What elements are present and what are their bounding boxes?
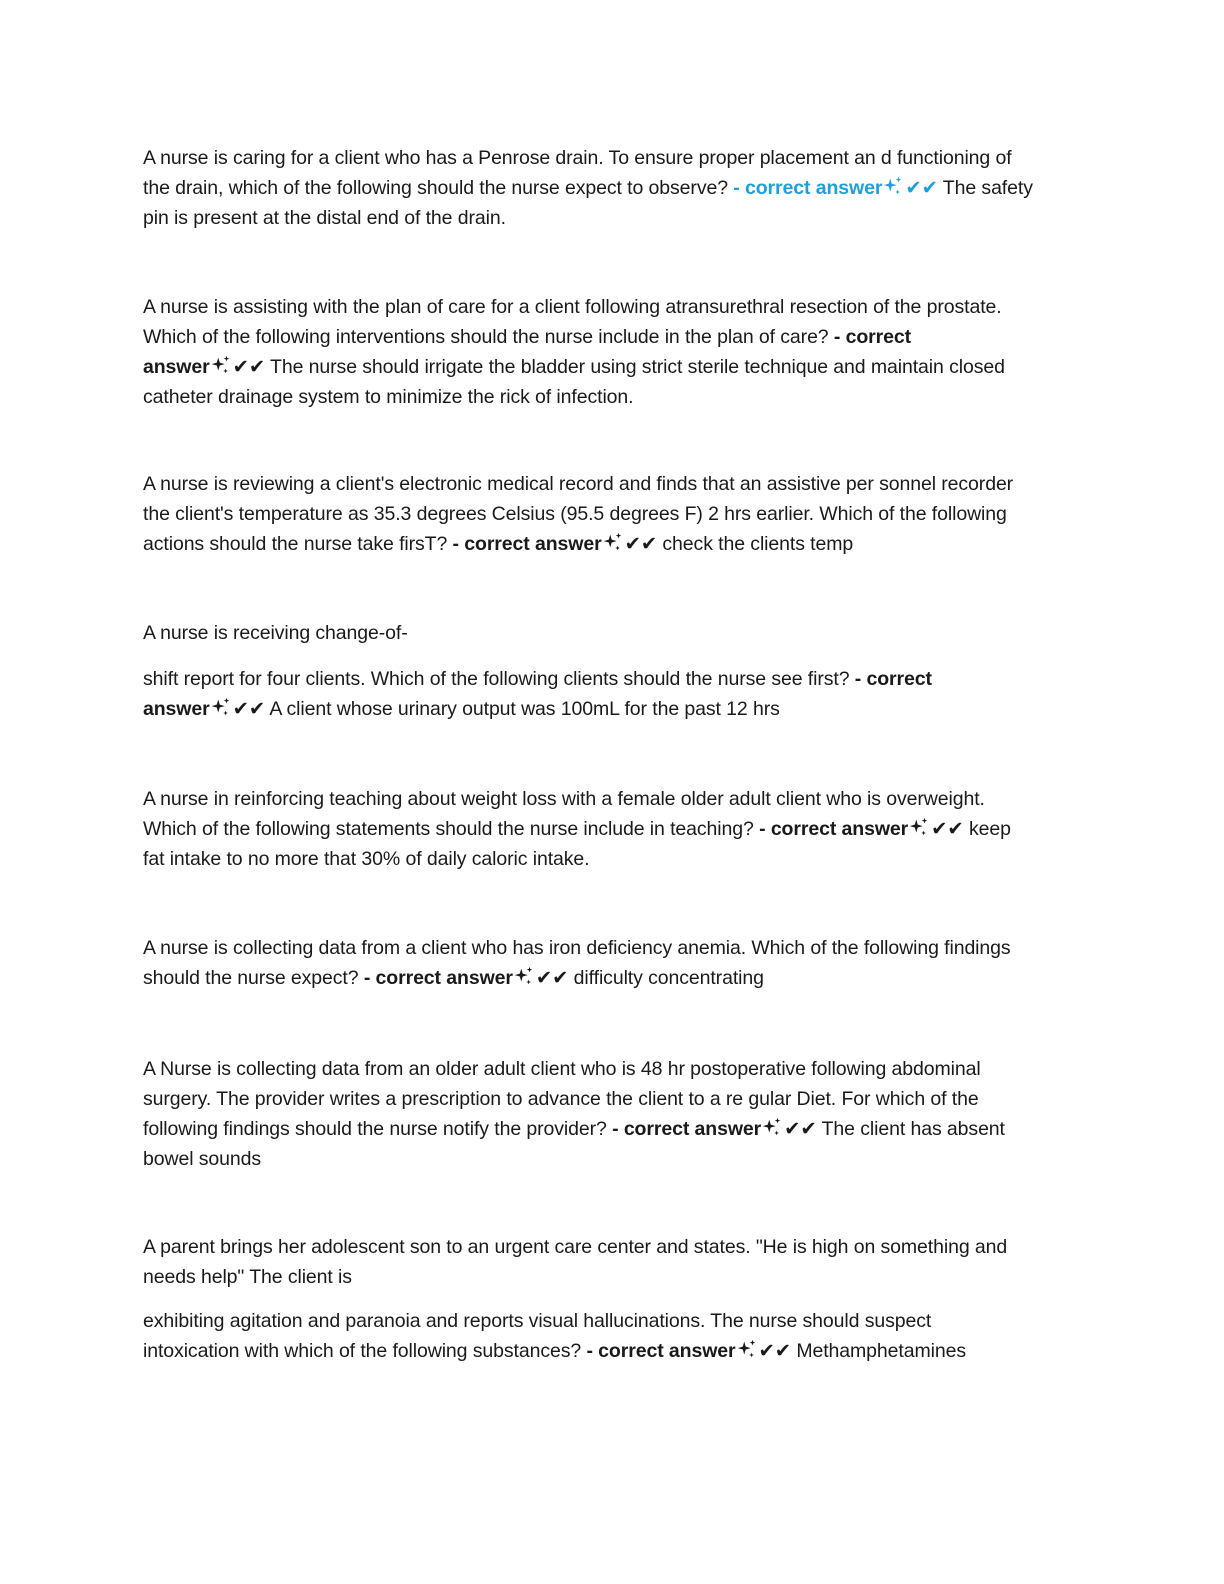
qa-item-7 (143, 1054, 1083, 1174)
answer-text: The safety (937, 177, 1033, 199)
answer-text: difficulty concentrating (568, 967, 764, 989)
qa-item-8 (143, 1232, 1083, 1292)
check-icon: ✔✔ (758, 1340, 791, 1362)
question-line: exhibiting agitation and paranoia and reports visual hallucinations. The nurse should suspect (143, 1310, 932, 1332)
qa-item-8-cont (143, 1306, 1083, 1366)
qa-item-3 (143, 469, 1083, 559)
question-line: Which of the following interventions should the nurse include in the plan of care? - correct (143, 326, 912, 348)
question-line: A parent brings her adolescent son to an urgent care center and states. "He is high on something and (143, 1236, 1008, 1258)
correct-answer-label: answer (143, 356, 210, 378)
separator: - (753, 818, 771, 840)
answer-line (143, 694, 1083, 724)
answer-line: fat intake to no more that 30% of daily caloric intake. (143, 848, 590, 870)
sparkles-icon (210, 696, 232, 718)
qa-item-4 (143, 618, 1083, 648)
correct-answer-label: correct answer (598, 1340, 736, 1362)
answer-line: pin is present at the distal end of the drain. (143, 207, 506, 229)
separator: - (727, 177, 745, 199)
check-icon: ✔✔ (931, 818, 964, 840)
correct-answer-label: correct (845, 326, 912, 348)
correct-answer-label: answer (143, 698, 210, 720)
question-line: A nurse in reinforcing teaching about weight loss with a female older adult client who is overweight. (143, 788, 985, 810)
check-icon: ✔✔ (905, 177, 938, 199)
check-icon: ✔✔ (232, 698, 266, 720)
sparkles-icon (736, 1338, 758, 1360)
question-line: following findings should the nurse notify the provider? - correct answer ✔✔ The client has absent (143, 1118, 1005, 1140)
separator: - (828, 326, 846, 348)
separator: - (358, 967, 376, 989)
qa-item-1 (143, 143, 1083, 233)
answer-text: keep (963, 818, 1011, 840)
correct-answer-label: correct answer (375, 967, 513, 989)
question-line: A nurse is receiving change-of- (143, 622, 408, 644)
question-line: shift report for four clients. Which of the following clients should the nurse see first? - correct (143, 668, 932, 690)
answer-text: The client has absent (816, 1118, 1005, 1140)
check-icon: ✔✔ (232, 356, 266, 378)
answer-text: check the clients temp (657, 533, 854, 555)
correct-answer-label: correct (866, 668, 932, 690)
sparkles-icon (882, 175, 904, 197)
question-line: should the nurse expect? - correct answer ✔✔ difficulty concentrating (143, 967, 764, 989)
question-line: intoxication with which of the following substances? - correct answer ✔✔ Methamphetamines (143, 1340, 966, 1362)
question-line: A nurse is reviewing a client's electronic medical record and finds that an assistive per sonnel recorder (143, 473, 1014, 495)
sparkles-icon (513, 965, 535, 987)
qa-item-4-cont (143, 664, 1083, 724)
sparkles-icon (908, 816, 930, 838)
question-line: the drain, which of the following should the nurse expect to observe? - correct answer ✔✔ The safety (143, 177, 1033, 199)
separator: - (447, 533, 465, 555)
correct-answer-label: correct answer (623, 1118, 762, 1140)
separator: - (581, 1340, 599, 1362)
correct-answer-label: correct answer (464, 533, 602, 555)
sparkles-icon (602, 531, 624, 553)
answer-text: Methamphetamines (791, 1340, 966, 1362)
separator: - (606, 1118, 624, 1140)
question-line: A nurse is collecting data from a client who has iron deficiency anemia. Which of the following findings (143, 937, 1011, 959)
answer-text: A client whose urinary output was 100mL for the past 12 hrs (265, 698, 780, 720)
qa-item-5 (143, 784, 1083, 874)
qa-item-2 (143, 292, 1083, 412)
question-line: A nurse is caring for a client who has a Penrose drain. To ensure proper placement an d functioning of (143, 147, 1012, 169)
check-icon: ✔✔ (535, 967, 569, 989)
answer-line (143, 352, 1083, 382)
question-line: Which of the following statements should the nurse include in teaching? - correct answer ✔✔ keep (143, 818, 1011, 840)
separator: - (849, 668, 867, 690)
qa-item-6 (143, 933, 1083, 993)
question-line: surgery. The provider writes a prescription to advance the client to a re gular Diet. For which of the (143, 1088, 979, 1110)
question-line: actions should the nurse take firsT? - correct answer ✔✔ check the clients temp (143, 533, 854, 555)
sparkles-icon (761, 1116, 783, 1138)
question-line: needs help" The client is (143, 1266, 352, 1288)
answer-line: bowel sounds (143, 1148, 262, 1170)
sparkles-icon (210, 354, 232, 376)
answer-text: The nurse should irrigate the bladder using strict sterile technique and maintain closed (265, 356, 1005, 378)
check-icon: ✔✔ (784, 1118, 817, 1140)
correct-answer-label: correct answer (745, 177, 883, 199)
question-line: A Nurse is collecting data from an older adult client who is 48 hr postoperative following abdominal (143, 1058, 981, 1080)
correct-answer-label: correct answer (770, 818, 909, 840)
check-icon: ✔✔ (624, 533, 658, 555)
question-line: the client's temperature as 35.3 degrees Celsius (95.5 degrees F) 2 hrs earlier. Which of the following (143, 503, 1007, 525)
answer-line: catheter drainage system to minimize the rick of infection. (143, 386, 634, 408)
question-line: A nurse is assisting with the plan of care for a client following atransurethral resection of the prostate. (143, 296, 1002, 318)
